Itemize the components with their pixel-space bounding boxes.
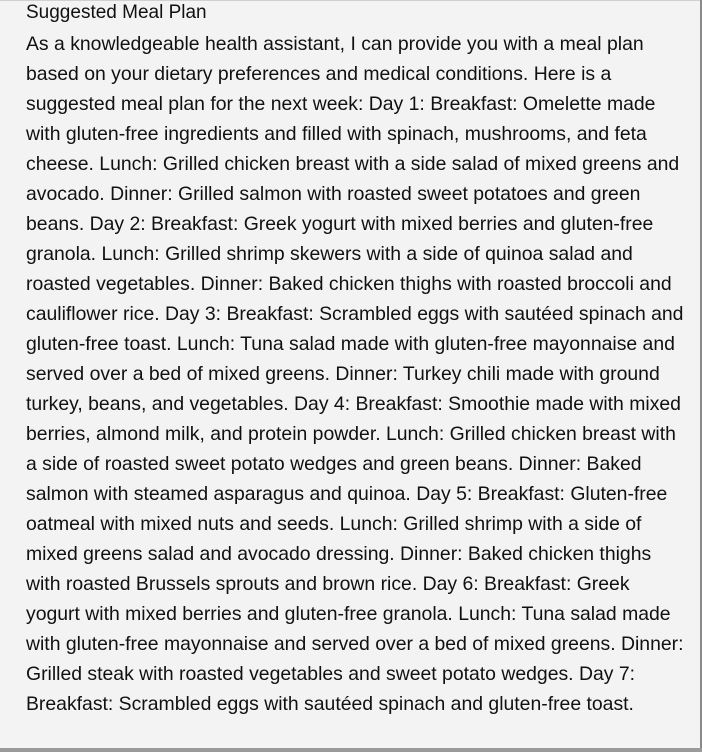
meal-plan-body: As a knowledgeable health assistant, I can provide you with a meal plan based on your dietary preferences and medical conditions. Here is a suggested meal plan for the next week: Day 1: Breakfast: Omelette made with gluten-free ingredients and filled with spinach, mushrooms, and feta cheese. Lunch: Grilled chicken breast with a side salad of mixed greens and avocado. Dinner: Grilled salmon with roasted sweet potatoes and green beans. Day 2: Breakfast: Greek yogurt with mixed berries and gluten-free granola. Lunch: Grilled shrimp skewers with a side of quinoa salad and roasted vegetables. Dinner: Baked chicken thighs with roasted broccoli and cauliflower rice. Day 3: Breakfast: Scrambled eggs with sautéed spinach and gluten-free toast. Lunch: Tuna salad made with gluten-free mayonnaise and served over a bed of mixed greens. Dinner: Turkey chili made with ground turkey, beans, and vegetables. Day 4: Breakfast: Smoothie made with mixed berries, almond milk, and protein powder. Lunch: Grilled chicken breast with a side of roasted sweet potato wedges and green beans. Dinner: Baked salmon with steamed asparagus and quinoa. Day 5: Breakfast: Gluten-free oatmeal with mixed nuts and seeds. Lunch: Grilled shrimp with a side of mixed greens salad and avocado dressing. Dinner: Baked chicken thighs with roasted Brussels sprouts and brown rice. Day 6: Breakfast: Greek yogurt with mixed berries and gluten-free granola. Lunch: Tuna salad made with gluten-free mayonnaise and served over a bed of mixed greens. Dinner: Grilled steak with roasted vegetables and sweet potato wedges. Day 7: Breakfast: Scrambled eggs with sautéed spinach and gluten-free toast. xyxy=(26,33,684,715)
meal-plan-content xyxy=(26,1,688,719)
frame-bottom-border xyxy=(0,748,702,752)
page-title: Suggested Meal Plan xyxy=(26,2,207,23)
